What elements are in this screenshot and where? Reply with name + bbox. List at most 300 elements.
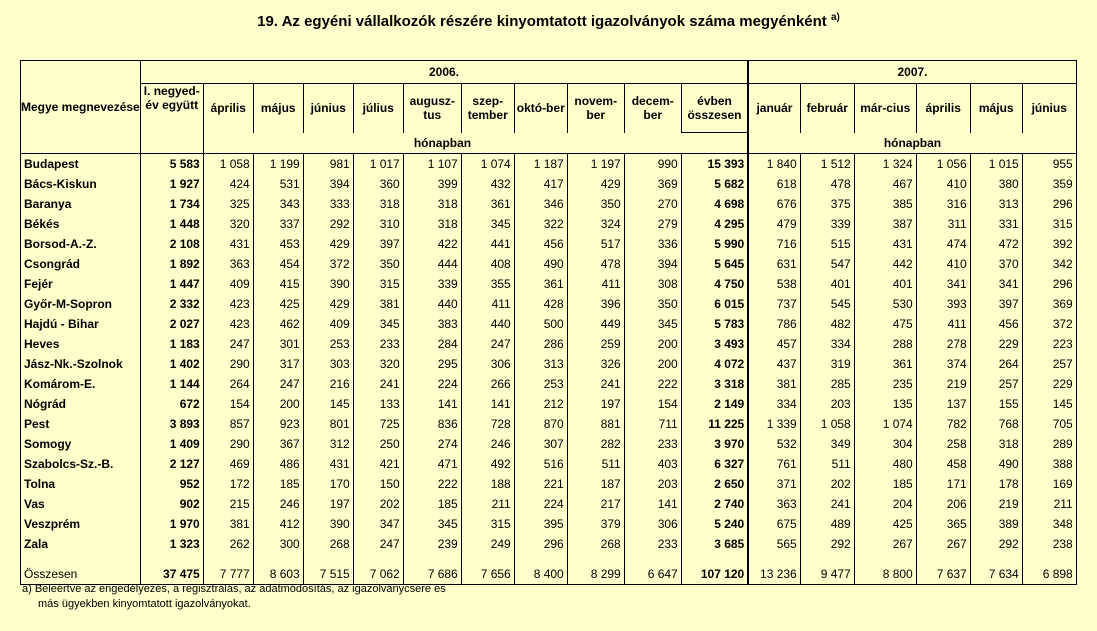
table-cell: 457 [748, 334, 800, 354]
table-cell: 675 [748, 514, 800, 534]
table-cell: 411 [567, 274, 624, 294]
county-name: Jász-Nk.-Szolnok [21, 354, 141, 374]
table-cell: 393 [916, 294, 970, 314]
table-cell: 250 [353, 434, 403, 454]
table-cell: 2 108 [140, 234, 203, 254]
table-cell: 290 [203, 434, 253, 454]
table-cell: 313 [514, 354, 567, 374]
table-cell: 408 [461, 254, 514, 274]
table-cell: 219 [970, 494, 1022, 514]
table-row [21, 374, 1077, 394]
table-cell: 365 [916, 514, 970, 534]
table-cell: 432 [461, 174, 514, 194]
county-label: Megye megnevezése [21, 100, 140, 114]
table-cell: 8 299 [567, 554, 624, 585]
table-cell: 334 [748, 394, 800, 414]
table-cell: 429 [567, 174, 624, 194]
table-cell: 676 [748, 194, 800, 214]
table-cell: 350 [567, 194, 624, 214]
table-cell: 1 927 [140, 174, 203, 194]
table-cell: 200 [624, 334, 681, 354]
table-cell: 249 [461, 534, 514, 554]
table-cell: 320 [203, 214, 253, 234]
table-cell: 429 [303, 234, 353, 254]
table-cell: 1 058 [203, 154, 253, 175]
table-cell: 212 [514, 394, 567, 414]
table-cell: 716 [748, 234, 800, 254]
col-header-2006-10: évben összesen [681, 84, 748, 133]
table-cell: 337 [253, 214, 303, 234]
table-cell: 478 [800, 174, 854, 194]
county-name: Komárom-E. [21, 374, 141, 394]
table-cell: 6 647 [624, 554, 681, 585]
table-cell: 475 [854, 314, 916, 334]
table-cell: 361 [461, 194, 514, 214]
table-cell: 516 [514, 454, 567, 474]
table-row [21, 514, 1077, 534]
table-cell: 235 [854, 374, 916, 394]
col-header-year-total-cont [681, 133, 748, 154]
table-cell: 211 [461, 494, 514, 514]
table-cell: 5 645 [681, 254, 748, 274]
table-cell: 187 [567, 474, 624, 494]
table-cell: 8 603 [253, 554, 303, 585]
table-cell: 169 [1022, 474, 1076, 494]
table-cell: 202 [800, 474, 854, 494]
table-cell: 7 777 [203, 554, 253, 585]
table-cell: 315 [1022, 214, 1076, 234]
table-cell: 211 [1022, 494, 1076, 514]
table-cell: 768 [970, 414, 1022, 434]
table-cell: 705 [1022, 414, 1076, 434]
col-header-2006-2: május [253, 84, 303, 133]
table-cell: 296 [1022, 274, 1076, 294]
table-cell: 6 327 [681, 454, 748, 474]
table-cell: 782 [916, 414, 970, 434]
title-footnote-mark: a) [830, 12, 840, 23]
county-name: Nógrád [21, 394, 141, 414]
table-cell: 7 634 [970, 554, 1022, 585]
table-cell: 412 [253, 514, 303, 534]
table-cell: 371 [748, 474, 800, 494]
table-cell: 857 [203, 414, 253, 434]
table-cell: 308 [624, 274, 681, 294]
table-cell: 267 [854, 534, 916, 554]
table-cell: 304 [854, 434, 916, 454]
table-cell: 247 [461, 334, 514, 354]
year-2007-header: 2007. [748, 61, 1076, 84]
table-cell: 531 [253, 174, 303, 194]
table-cell: 425 [854, 514, 916, 534]
table-cell: 345 [461, 214, 514, 234]
col-header-2007-0: január [748, 84, 800, 133]
table-cell: 202 [353, 494, 403, 514]
table-cell: 1 187 [514, 154, 567, 175]
county-name: Budapest [21, 154, 141, 175]
table-cell: 233 [624, 534, 681, 554]
table-cell: 333 [303, 194, 353, 214]
table-cell: 441 [461, 234, 514, 254]
table-cell: 339 [403, 274, 461, 294]
table-cell: 292 [800, 534, 854, 554]
table-cell: 397 [353, 234, 403, 254]
table-cell: 444 [403, 254, 461, 274]
table-cell: 442 [854, 254, 916, 274]
col-header-2007-2: már-cius [854, 84, 916, 133]
table-cell: 370 [970, 254, 1022, 274]
table-row [21, 294, 1077, 314]
table-cell: 381 [353, 294, 403, 314]
table-cell: 482 [800, 314, 854, 334]
table-cell: 429 [303, 294, 353, 314]
table-cell: 1 323 [140, 534, 203, 554]
table-cell: 836 [403, 414, 461, 434]
col-header-2007-4: május [970, 84, 1022, 133]
county-name: Veszprém [21, 514, 141, 534]
table-cell: 137 [916, 394, 970, 414]
table-cell: 422 [403, 234, 461, 254]
table-cell: 238 [1022, 534, 1076, 554]
table-cell: 346 [514, 194, 567, 214]
table-cell: 172 [203, 474, 253, 494]
table-cell: 292 [303, 214, 353, 234]
table-cell: 453 [253, 234, 303, 254]
table-cell: 369 [1022, 294, 1076, 314]
table-cell: 171 [916, 474, 970, 494]
table-cell: 372 [1022, 314, 1076, 334]
col-header-2006-1: április [203, 84, 253, 133]
table-cell: 1 144 [140, 374, 203, 394]
table-cell: 154 [624, 394, 681, 414]
table-cell: 870 [514, 414, 567, 434]
table-cell: 257 [1022, 354, 1076, 374]
table-cell: 462 [253, 314, 303, 334]
table-cell: 1 512 [800, 154, 854, 175]
table-cell: 4 750 [681, 274, 748, 294]
unit-2006: hónapban [203, 133, 681, 154]
table-cell: 5 240 [681, 514, 748, 534]
table-cell: 342 [1022, 254, 1076, 274]
table-cell: 2 740 [681, 494, 748, 514]
table-cell: 203 [800, 394, 854, 414]
table-cell: 229 [1022, 374, 1076, 394]
table-cell: 290 [203, 354, 253, 374]
table-cell: 1 339 [748, 414, 800, 434]
table-cell: 292 [970, 534, 1022, 554]
table-cell: 511 [800, 454, 854, 474]
table-cell: 170 [303, 474, 353, 494]
table-cell: 431 [854, 234, 916, 254]
table-cell: 229 [970, 334, 1022, 354]
table-cell: 145 [1022, 394, 1076, 414]
table-cell: 1 840 [748, 154, 800, 175]
table-cell: 672 [140, 394, 203, 414]
table-cell: 247 [353, 534, 403, 554]
county-name: Borsod-A.-Z. [21, 234, 141, 254]
table-cell: 9 477 [800, 554, 854, 585]
table-cell: 801 [303, 414, 353, 434]
county-name: Békés [21, 214, 141, 234]
table-cell: 2 650 [681, 474, 748, 494]
table-cell: 178 [970, 474, 1022, 494]
table-cell: 37 475 [140, 554, 203, 585]
table-cell: 336 [624, 234, 681, 254]
table-cell: 345 [353, 314, 403, 334]
table-cell: 15 393 [681, 154, 748, 175]
col-header-q1-cont [140, 133, 203, 154]
table-cell: 5 583 [140, 154, 203, 175]
table-row [21, 274, 1077, 294]
table-cell: 241 [353, 374, 403, 394]
table-cell: 296 [1022, 194, 1076, 214]
table-cell: 375 [800, 194, 854, 214]
table-cell: 401 [854, 274, 916, 294]
table-cell: 437 [748, 354, 800, 374]
table-cell: 284 [403, 334, 461, 354]
table-cell: 217 [567, 494, 624, 514]
table-cell: 1 892 [140, 254, 203, 274]
table-cell: 545 [800, 294, 854, 314]
table-cell: 381 [748, 374, 800, 394]
table-cell: 425 [253, 294, 303, 314]
table-cell: 396 [567, 294, 624, 314]
table-cell: 480 [854, 454, 916, 474]
table-row [21, 194, 1077, 214]
table-cell: 1 058 [800, 414, 854, 434]
table-cell: 990 [624, 154, 681, 175]
table-cell: 923 [253, 414, 303, 434]
table-cell: 490 [970, 454, 1022, 474]
table-cell: 7 062 [353, 554, 403, 585]
table-cell: 454 [253, 254, 303, 274]
col-header-2006-5: augusz-tus [403, 84, 461, 133]
table-cell: 279 [624, 214, 681, 234]
table-cell: 1 324 [854, 154, 916, 175]
table-cell: 410 [916, 254, 970, 274]
total-row [21, 554, 1077, 585]
table-cell: 424 [203, 174, 253, 194]
table-cell: 394 [624, 254, 681, 274]
col-header-2006-9: decem-ber [624, 84, 681, 133]
table-cell: 409 [303, 314, 353, 334]
col-header-2007-5: június [1022, 84, 1076, 133]
county-name: Somogy [21, 434, 141, 454]
table-cell: 268 [567, 534, 624, 554]
table-cell: 1 107 [403, 154, 461, 175]
table-cell: 266 [461, 374, 514, 394]
table-cell: 257 [970, 374, 1022, 394]
table-cell: 315 [353, 274, 403, 294]
table-cell: 440 [461, 314, 514, 334]
table-cell: 631 [748, 254, 800, 274]
table-cell: 786 [748, 314, 800, 334]
table-cell: 367 [253, 434, 303, 454]
table-cell: 303 [303, 354, 353, 374]
col-header-2007-1: február [800, 84, 854, 133]
table-cell: 565 [748, 534, 800, 554]
page-title [0, 12, 1097, 30]
table-cell: 355 [461, 274, 514, 294]
table-cell: 1 017 [353, 154, 403, 175]
table-cell: 395 [514, 514, 567, 534]
year-2006-header: 2006. [140, 61, 748, 84]
table-row [21, 474, 1077, 494]
table-cell: 318 [353, 194, 403, 214]
table-cell: 233 [353, 334, 403, 354]
table-cell: 385 [854, 194, 916, 214]
col-header-2007-3: április [916, 84, 970, 133]
table-cell: 197 [567, 394, 624, 414]
county-name: Csongrád [21, 254, 141, 274]
table-cell: 517 [567, 234, 624, 254]
table-cell: 7 637 [916, 554, 970, 585]
table-cell: 387 [854, 214, 916, 234]
table-cell: 289 [1022, 434, 1076, 454]
table-cell: 285 [800, 374, 854, 394]
table-cell: 955 [1022, 154, 1076, 175]
table-cell: 1 970 [140, 514, 203, 534]
table-cell: 233 [624, 434, 681, 454]
table-cell: 339 [800, 214, 854, 234]
table-cell: 274 [403, 434, 461, 454]
table-row [21, 354, 1077, 374]
data-table [20, 60, 1077, 585]
table-cell: 246 [461, 434, 514, 454]
table-cell: 8 800 [854, 554, 916, 585]
table-cell: 383 [403, 314, 461, 334]
table-cell: 267 [916, 534, 970, 554]
table-cell: 319 [800, 354, 854, 374]
table-cell: 431 [203, 234, 253, 254]
table-cell: 315 [461, 514, 514, 534]
table-cell: 390 [303, 514, 353, 534]
table-cell: 440 [403, 294, 461, 314]
table-cell: 5 682 [681, 174, 748, 194]
table-cell: 761 [748, 454, 800, 474]
table-cell: 141 [461, 394, 514, 414]
table-cell: 1 056 [916, 154, 970, 175]
table-cell: 5 990 [681, 234, 748, 254]
table-cell: 981 [303, 154, 353, 175]
table-cell: 334 [800, 334, 854, 354]
table-row [21, 494, 1077, 514]
table-cell: 3 318 [681, 374, 748, 394]
table-cell: 247 [203, 334, 253, 354]
table-cell: 431 [303, 454, 353, 474]
table-cell: 185 [253, 474, 303, 494]
table-cell: 348 [1022, 514, 1076, 534]
table-cell: 1 074 [854, 414, 916, 434]
table-cell: 222 [403, 474, 461, 494]
footnote-line-2: más ügyekben kinyomtatott igazolványokat. [38, 598, 251, 610]
table-cell: 145 [303, 394, 353, 414]
table-cell: 133 [353, 394, 403, 414]
table-cell: 295 [403, 354, 461, 374]
table-cell: 415 [253, 274, 303, 294]
table-cell: 331 [970, 214, 1022, 234]
table-cell: 296 [514, 534, 567, 554]
table-cell: 2 332 [140, 294, 203, 314]
county-name: Heves [21, 334, 141, 354]
table-cell: 372 [303, 254, 353, 274]
table-cell: 262 [203, 534, 253, 554]
table-cell: 449 [567, 314, 624, 334]
table-row [21, 534, 1077, 554]
table-row [21, 394, 1077, 414]
table-cell: 547 [800, 254, 854, 274]
table-cell: 350 [624, 294, 681, 314]
col-header-2006-8: novem-ber [567, 84, 624, 133]
table-cell: 349 [800, 434, 854, 454]
table-cell: 307 [514, 434, 567, 454]
county-name: Vas [21, 494, 141, 514]
table-cell: 417 [514, 174, 567, 194]
table-cell: 318 [403, 194, 461, 214]
table-row [21, 434, 1077, 454]
table-cell: 379 [567, 514, 624, 534]
table-row [21, 214, 1077, 234]
table-cell: 6 898 [1022, 554, 1076, 585]
footnote [22, 582, 446, 612]
table-cell: 185 [403, 494, 461, 514]
table-cell: 7 656 [461, 554, 514, 585]
table-cell: 394 [303, 174, 353, 194]
table-cell: 345 [624, 314, 681, 334]
table-cell: 492 [461, 454, 514, 474]
table-cell: 316 [916, 194, 970, 214]
table-cell: 410 [916, 174, 970, 194]
table-cell: 360 [353, 174, 403, 194]
table-cell: 728 [461, 414, 514, 434]
table-cell: 538 [748, 274, 800, 294]
table-cell: 456 [970, 314, 1022, 334]
table-cell: 1 015 [970, 154, 1022, 175]
table-cell: 259 [567, 334, 624, 354]
table-cell: 411 [461, 294, 514, 314]
county-header [21, 61, 141, 154]
table-cell: 253 [514, 374, 567, 394]
table-row [21, 454, 1077, 474]
table-cell: 411 [916, 314, 970, 334]
table-cell: 478 [567, 254, 624, 274]
table-cell: 345 [403, 514, 461, 534]
county-name: Zala [21, 534, 141, 554]
table-cell: 247 [253, 374, 303, 394]
table-cell: 306 [624, 514, 681, 534]
table-cell: 324 [567, 214, 624, 234]
table-cell: 224 [514, 494, 567, 514]
table-cell: 312 [303, 434, 353, 454]
county-name: Összesen [21, 554, 141, 585]
table-cell: 300 [253, 534, 303, 554]
table-cell: 1 734 [140, 194, 203, 214]
table-cell: 458 [916, 454, 970, 474]
table-cell: 397 [970, 294, 1022, 314]
table-cell: 8 400 [514, 554, 567, 585]
table-cell: 2 127 [140, 454, 203, 474]
table-cell: 320 [353, 354, 403, 374]
table-cell: 246 [253, 494, 303, 514]
table-cell: 241 [800, 494, 854, 514]
table-cell: 486 [253, 454, 303, 474]
table-cell: 13 236 [748, 554, 800, 585]
table-cell: 1 199 [253, 154, 303, 175]
table-cell: 469 [203, 454, 253, 474]
col-header-2006-7: októ-ber [514, 84, 567, 133]
table-cell: 401 [800, 274, 854, 294]
table-cell: 141 [624, 494, 681, 514]
county-name: Tolna [21, 474, 141, 494]
